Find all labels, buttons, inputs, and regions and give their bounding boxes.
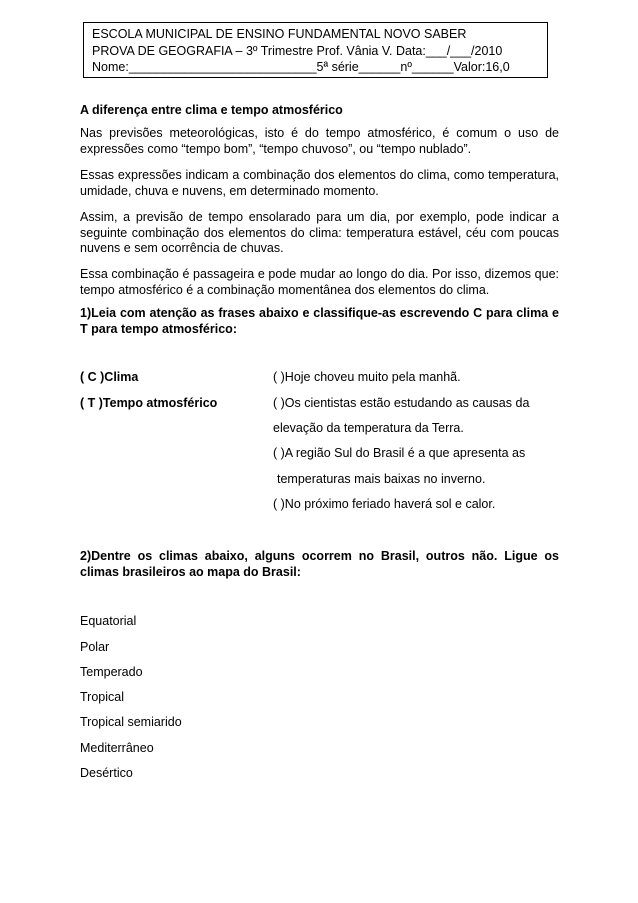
climate-item: Desértico: [80, 766, 133, 780]
q1-item-3: ( )A região Sul do Brasil é a que apresenta as: [273, 446, 526, 460]
key-clima: ( C )Clima: [80, 370, 139, 384]
q1-item-1: ( )Hoje choveu muito pela manhã.: [273, 370, 461, 384]
paragraph-2: Essas expressões indicam a combinação dos elementos do clima, como temperatura, umidade, chuva e nuvens, em determinado momento.: [80, 168, 559, 198]
climate-item: Mediterrâneo: [80, 741, 154, 755]
paragraph-3: Assim, a previsão de tempo ensolarado para um dia, por exemplo, pode indicar a seguinte combinação dos elementos do clima: temperatura estável, céu com poucas nuvens e sem ocorrência de chuvas.: [80, 210, 559, 255]
question-1-prompt: 1)Leia com atenção as frases abaixo e classifique-as escrevendo C para clima e T para tempo atmosférico:: [80, 306, 559, 336]
climate-item: Temperado: [80, 665, 143, 679]
key-tempo-atmosferico: ( T )Tempo atmosférico: [80, 396, 218, 410]
question-2-prompt: 2)Dentre os climas abaixo, alguns ocorrem no Brasil, outros não. Ligue os climas brasileiros ao mapa do Brasil:: [80, 549, 559, 579]
paragraph-4: Essa combinação é passageira e pode mudar ao longo do dia. Por isso, dizemos que: tempo atmosférico é a combinação momentânea dos elementos do clima.: [80, 267, 559, 297]
q1-item-3-cont: temperaturas mais baixas no inverno.: [277, 472, 486, 486]
q1-item-2-cont: elevação da temperatura da Terra.: [273, 421, 464, 435]
paragraph-1: Nas previsões meteorológicas, isto é do tempo atmosférico, é comum o uso de expressões como “tempo bom”, “tempo chuvoso”, ou “tempo nublado”.: [80, 126, 559, 156]
exam-subject-line: PROVA DE GEOGRAFIA – 3º Trimestre Prof. Vânia V. Data:___/___/2010: [92, 43, 503, 58]
student-info-line: Nome:___________________________5ª série______nº______Valor:16,0: [92, 60, 510, 74]
climate-item: Polar: [80, 640, 110, 654]
q1-item-4: ( )No próximo feriado haverá sol e calor.: [273, 497, 496, 511]
climate-item: Tropical: [80, 690, 124, 704]
climate-item: Tropical semiarido: [80, 715, 182, 729]
q1-item-2: ( )Os cientistas estão estudando as causas da: [273, 396, 530, 410]
exam-header: [83, 22, 548, 78]
climate-item: Equatorial: [80, 614, 137, 628]
school-name: ESCOLA MUNICIPAL DE ENSINO FUNDAMENTAL NOVO SABER: [92, 27, 467, 41]
text-title: A diferença entre clima e tempo atmosférico: [80, 103, 343, 117]
